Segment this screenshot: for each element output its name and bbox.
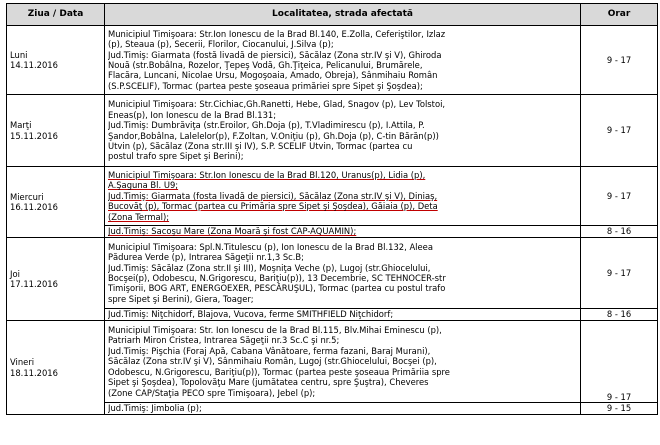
time-cell: 9 - 17 xyxy=(581,95,658,167)
table-row xyxy=(7,167,658,226)
location-cell xyxy=(105,309,581,321)
location-line: Flacăra, Luncani, Nicolae Ursu, Mogoşoaia, Amado, Obreja), Sânmihaiu Român xyxy=(108,70,438,81)
location-line: (S.P.SCELIF), Tormac (partea peste şoseaua primăriei spre Sipet şi Şoşdea); xyxy=(108,80,423,91)
location-line: (p), Steaua (p), Secerii, Florilor, Ciocanului, J.Silva (p); xyxy=(108,39,334,50)
day-date: 14.11.2016 xyxy=(10,60,58,70)
table-row xyxy=(7,309,658,321)
day-date: 18.11.2016 xyxy=(10,367,58,378)
time-cell: 9 - 17 xyxy=(581,321,658,403)
time-cell: 9 - 17 xyxy=(581,167,658,226)
location-cell xyxy=(105,321,581,403)
location-line: Municipiul Timişoara: Str.Cichiac,Gh.Ranetti, Hebe, Glad, Snagov (p), Lev Tolstoi, xyxy=(108,99,446,110)
time-cell: 8 - 16 xyxy=(581,226,658,238)
location-line: Jud.Timiş: Pişchia (Foraj Apă, Cabana Vânătoare, ferma fazani, Baraj Murani), xyxy=(108,345,431,356)
location-line: Nouă (str.Bobâlna, Rozelor, Ţepeş Vodă, Gh.Ţiţeica, Pelicanului, Brumărele, xyxy=(108,60,423,70)
location-line: Utvin (p), Săcălaz (Zona str.III şi IV), S.P. SCELIF Utvin, Tormac (partea cu xyxy=(108,140,413,151)
location-line: Jud.Timiş: Giarmata (fosta livadă de piersici), Săcălaz (Zona str.IV şi V), Diniaş, xyxy=(108,190,438,201)
location-cell xyxy=(105,26,581,95)
day-cell xyxy=(7,238,105,321)
location-line: Municipiul Timişoara: Str.Ion Ionescu de la Brad Bl.140, E.Zolla, Ceferiştilor, Izlaz xyxy=(108,28,446,39)
location-line: Eneas(p), Ion Ionescu de la Brad Bl.131; xyxy=(108,109,277,120)
day-cell xyxy=(7,26,105,95)
day-cell xyxy=(7,95,105,167)
day-date: 16.11.2016 xyxy=(10,202,58,212)
day-name: Luni xyxy=(10,49,28,60)
location-line: Săcălaz (Zona str.IV şi V), Sânmihaiu Român, Lugoj (str.Ghiocelului, Bocşei (p), xyxy=(108,356,437,367)
location-line: (Zona Termal); xyxy=(108,211,170,222)
day-date: 17.11.2016 xyxy=(10,279,58,289)
day-name: Vineri xyxy=(10,357,35,368)
location-line: Pădurea Verde (p), Intrarea Săgeţii nr.1,3 Sc.B; xyxy=(108,252,304,263)
location-line: Patriarh Miron Cristea, Intrarea Săgeţii nr.3 Sc.C şi nr.5; xyxy=(108,335,340,346)
location-cell xyxy=(105,95,581,167)
location-cell xyxy=(105,403,581,415)
location-line: (Zone CAP/Staţia PECO spre Timişoara), Jebel (p); xyxy=(108,387,316,398)
location-cell xyxy=(105,226,581,238)
location-line: Jud.Timiş: Dumbrăviţa (str.Eroilor, Gh.Doja (p), T.Vladimirescu (p), I.Attila, P. xyxy=(108,120,425,131)
table-row xyxy=(7,95,658,167)
day-cell xyxy=(7,167,105,238)
location-line: Jud.Timiş: Sacoşu Mare (Zona Moară şi fost CAP-AQUAMIN); xyxy=(108,226,357,237)
time-cell: 9 - 17 xyxy=(581,26,658,95)
location-cell xyxy=(105,167,581,226)
table-row xyxy=(7,321,658,403)
day-name: Marţi xyxy=(10,120,32,131)
location-line: Bocşei(p), Odobescu, N.Grigorescu, Bariţiu(p)), 13 Decembrie, SC TEHNOCER-str xyxy=(108,273,446,283)
location-line: Jud.Timiş: Săcălaz (Zona str.II şi III), Moşniţa Veche (p), Lugoj (str.Ghiocelului, xyxy=(108,262,431,273)
header-day: Ziua / Data xyxy=(7,4,105,26)
location-line: Municipiul Timişoara: Str. Ion Ionescu de la Brad Bl.115, Blv.Mihai Eminescu (p), xyxy=(108,325,442,336)
time-cell: 8 - 16 xyxy=(581,309,658,321)
location-line: A.Şaguna Bl. U9; xyxy=(108,180,179,191)
location-line: Bucovăţ (p), Tormac (partea cu Primăria spre Sipet şi Şoşdea), Găiaia (p), Deta xyxy=(108,201,438,212)
table-row xyxy=(7,403,658,415)
location-line: Municipiul Timişoara: Spl.N.Titulescu (p), Ion Ionescu de la Brad Bl.132, Aleea xyxy=(108,241,433,252)
table-row xyxy=(7,26,658,95)
table-row xyxy=(7,226,658,238)
header-time: Orar xyxy=(581,4,658,26)
location-line: spre Sipet şi Berini), Giera, Toager; xyxy=(108,293,254,304)
location-line: Sipet şi Şoşdea), Topolovăţu Mare (jumătatea centru, spre Şuştra), Cheveres xyxy=(108,377,429,388)
location-line: Municipiul Timişoara: Str.Ion Ionescu de la Brad Bl.120, Uranus(p), Lidia (p), xyxy=(108,169,426,180)
day-name: Miercuri xyxy=(10,191,44,202)
time-cell: 9 - 17 xyxy=(581,238,658,309)
location-line: Jud.Timiş: Niţchidorf, Blajova, Vucova, ferme SMITHFIELD Niţchidorf; xyxy=(108,309,394,320)
day-cell xyxy=(7,321,105,415)
location-line: Şandor,Bobâlna, Lalelelor(p), F.Zoltan, V.Oniţiu (p), Gh.Doja (p), C-tin Bărăn(p)) xyxy=(108,130,439,141)
location-line: postul trafo spre Sipet şi Berini); xyxy=(108,151,244,162)
schedule-table xyxy=(6,3,658,415)
table-row xyxy=(7,238,658,309)
header-location: Localitatea, strada afectată xyxy=(105,4,581,26)
location-cell xyxy=(105,238,581,309)
location-line: Timişorii, BOG ART, ENERGOEXER, PESCĂRUŞUL), Tormac (partea cu postul trafo xyxy=(108,283,446,294)
day-name: Joi xyxy=(10,268,20,279)
time-cell: 9 - 15 xyxy=(581,403,658,415)
day-date: 15.11.2016 xyxy=(10,130,58,141)
location-line: Jud.Timiş: Giarmata (fostă livadă de piersici), Săcălaz (Zona str.IV şi V), Ghiroda xyxy=(108,49,442,60)
location-line: Jud.Timiş: Jimbolia (p); xyxy=(108,403,202,414)
location-line: Odobescu, N.Grigorescu, Bariţiu(p)), Tormac (partea peste şoseaua Primăriia spre xyxy=(108,366,450,377)
header-row xyxy=(7,4,658,26)
